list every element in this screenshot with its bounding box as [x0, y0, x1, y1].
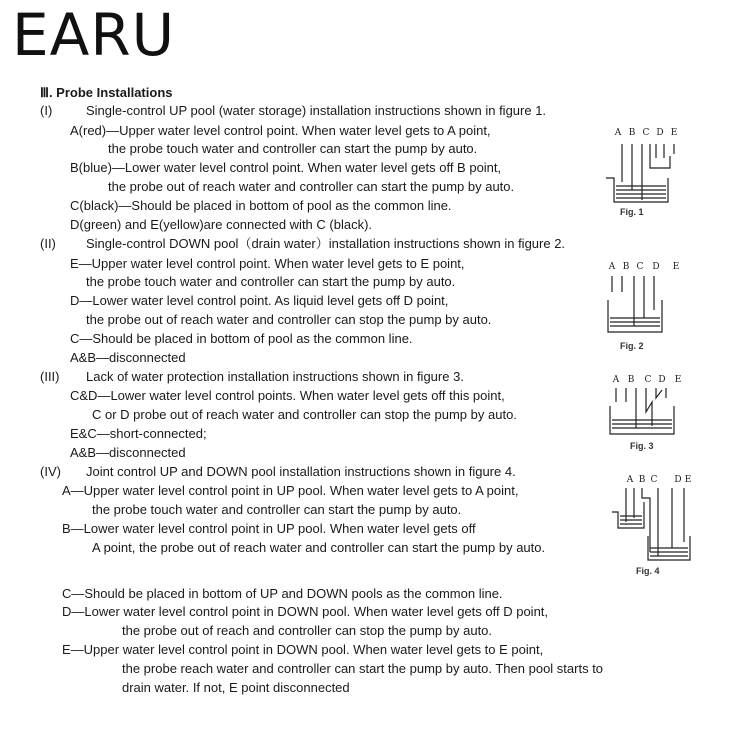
fig-4-label-c: C [650, 475, 658, 485]
section-2-line: A&B—disconnected [70, 350, 186, 365]
section-2-heading: Single-control DOWN pool（drain water）installation instructions shown in figure 2. [86, 236, 566, 251]
fig-2-label-a: A [608, 262, 616, 272]
fig-3-label-b: B [627, 375, 635, 385]
section-3-line: E&C—short-connected; [70, 426, 207, 441]
section-3-number: (III) [40, 369, 60, 384]
section-1-line: A(red)—Upper water level control point. When water level gets to A point, [70, 123, 491, 138]
section-3-line: C&D—Lower water level control points. When water level gets off this point, [70, 388, 505, 403]
section-2-line: E—Upper water level control point. When water level gets to E point, [70, 256, 465, 271]
section-2-line: the probe out of reach water and controller can stop the pump by auto. [86, 312, 492, 327]
fig-4-label-e: E [684, 475, 692, 485]
fig-2-label-d: D [652, 262, 660, 272]
section-1-line: the probe touch water and controller can start the pump by auto. [108, 141, 478, 156]
section-4-heading: Joint control UP and DOWN pool installation instructions shown in figure 4. [86, 464, 516, 479]
figure-2-diagram [598, 258, 694, 354]
section-title: Ⅲ. Probe Installations [40, 85, 173, 100]
section-3-line: A&B—disconnected [70, 445, 186, 460]
section-4-line: drain water. If not, E point disconnected [122, 680, 350, 695]
fig-1-label-a: A [614, 128, 622, 138]
section-2-line: the probe touch water and controller can start the pump by auto. [86, 274, 456, 289]
section-3-line: C or D probe out of reach water and controller can stop the pump by auto. [92, 407, 517, 422]
fig-4-caption: Fig. 4 [636, 566, 660, 576]
section-4-line: the probe reach water and controller can start the pump by auto. Then pool starts to [122, 661, 604, 676]
section-2-line: C—Should be placed in bottom of pool as the common line. [70, 331, 413, 346]
section-4-line: A point, the probe out of reach water and controller can start the pump by auto. [92, 540, 546, 555]
fig-2-label-c: C [636, 262, 644, 272]
fig-4-label-a: A [626, 475, 634, 485]
fig-2-label-b: B [622, 262, 630, 272]
section-4-number: (IV) [40, 464, 61, 479]
fig-2-label-e: E [672, 262, 680, 272]
section-1-line: D(green) and E(yellow)are connected with C (black). [70, 217, 373, 232]
section-4-line: C—Should be placed in bottom of UP and DOWN pools as the common line. [62, 586, 503, 601]
fig-1-label-e: E [670, 128, 678, 138]
fig-3-label-c: C [644, 375, 652, 385]
fig-1-label-d: D [656, 128, 664, 138]
figure-4-diagram [608, 472, 700, 580]
section-1-line: B(blue)—Lower water level control point. When water level gets off B point, [70, 160, 502, 175]
fig-2-caption: Fig. 2 [620, 341, 644, 351]
figure-3-diagram [604, 372, 700, 456]
fig-4-label-d: D [674, 475, 682, 485]
section-1-number: (I) [40, 103, 53, 118]
section-4-line: the probe touch water and controller can start the pump by auto. [92, 502, 462, 517]
section-1-line: the probe out of reach water and controller can start the pump by auto. [108, 179, 515, 194]
section-1-line: C(black)—Should be placed in bottom of pool as the common line. [70, 198, 452, 213]
section-2-number: (II) [40, 236, 56, 251]
brand-logo: EARU [12, 1, 176, 69]
fig-3-caption: Fig. 3 [630, 441, 654, 451]
fig-3-label-a: A [612, 375, 620, 385]
section-4-line: E—Upper water level control point in DOWN pool. When water level gets to E point, [62, 642, 544, 657]
section-4-line: A—Upper water level control point in UP pool. When water level gets to A point, [62, 483, 519, 498]
section-3-heading: Lack of water protection installation instructions shown in figure 3. [86, 369, 464, 384]
section-1-heading: Single-control UP pool (water storage) installation instructions shown in figure 1. [86, 103, 547, 118]
fig-3-label-e: E [674, 375, 682, 385]
fig-1-label-b: B [628, 128, 636, 138]
section-2-line: D—Lower water level control point. As liquid level gets off D point, [70, 293, 449, 308]
fig-1-caption: Fig. 1 [620, 207, 644, 217]
section-4-line: the probe out of reach and controller can stop the pump by auto. [122, 623, 493, 638]
figure-1-diagram [596, 124, 700, 220]
fig-1-label-c: C [642, 128, 650, 138]
fig-4-label-b: B [638, 475, 646, 485]
fig-3-label-d: D [658, 375, 666, 385]
section-4-line: D—Lower water level control point in DOWN pool. When water level gets off D point, [62, 604, 549, 619]
section-4-line: B—Lower water level control point in UP pool. When water level gets off [62, 521, 476, 536]
